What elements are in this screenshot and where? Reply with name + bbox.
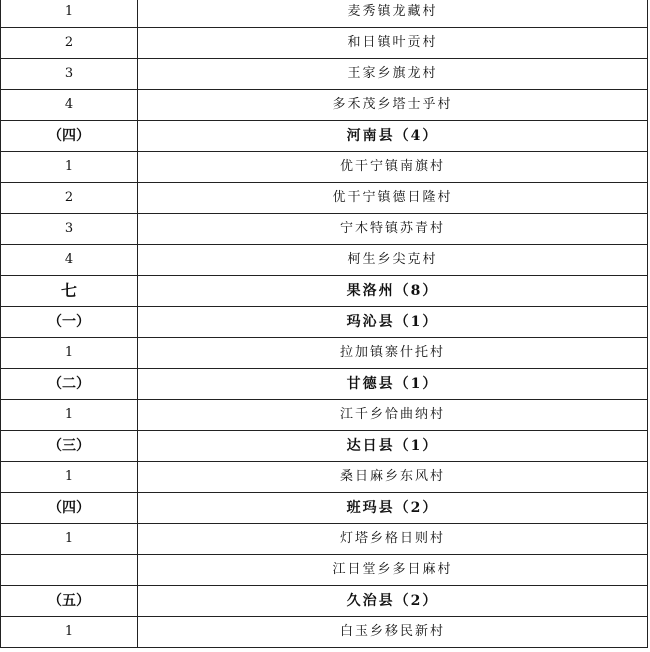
county-name-cell: 久治县（2） [138,586,648,617]
prefecture-name-cell: 果洛州（8） [138,276,648,307]
table-row [1,90,648,121]
village-name-cell: 和日镇叶贡村 [138,28,648,59]
table-row [1,462,648,493]
table-row [1,59,648,90]
village-name-cell: 柯生乡尖克村 [138,245,648,276]
village-name-cell: 江千乡恰曲纳村 [138,400,648,431]
row-index-cell: 3 [1,59,138,90]
village-name-cell: 多禾茂乡塔士乎村 [138,90,648,121]
row-index-cell: 4 [1,90,138,121]
village-name-cell: 江日堂乡多日麻村 [138,555,648,586]
row-index-cell: 2 [1,28,138,59]
village-name-cell: 麦秀镇龙藏村 [138,0,648,28]
village-name-cell: 优干宁镇南旗村 [138,152,648,183]
county-index-cell: （四） [1,493,138,524]
row-index-cell: 1 [1,617,138,648]
village-name-cell: 灯塔乡格日则村 [138,524,648,555]
county-index-cell: （二） [1,369,138,400]
table-row [1,400,648,431]
village-name-cell: 白玉乡移民新村 [138,617,648,648]
row-index-cell: 1 [1,462,138,493]
row-index-cell: 1 [1,524,138,555]
county-name-cell: 甘德县（1） [138,369,648,400]
row-index-cell: 1 [1,338,138,369]
table-row [1,555,648,586]
county-header-row [1,431,648,462]
county-index-cell: （一） [1,307,138,338]
table-row [1,338,648,369]
table-row [1,214,648,245]
county-name-cell: 玛沁县（1） [138,307,648,338]
county-header-row [1,121,648,152]
row-index-cell: 1 [1,400,138,431]
row-index-cell: 1 [1,152,138,183]
county-index-cell: （三） [1,431,138,462]
county-name-cell: 河南县（4） [138,121,648,152]
county-name-cell: 班玛县（2） [138,493,648,524]
village-list-body [1,0,648,648]
county-name-cell: 达日县（1） [138,431,648,462]
row-index-cell: 4 [1,245,138,276]
county-index-cell: （四） [1,121,138,152]
row-index-cell: 1 [1,0,138,28]
county-header-row [1,586,648,617]
prefecture-index-cell: 七 [1,276,138,307]
county-header-row [1,369,648,400]
village-name-cell: 优干宁镇德日隆村 [138,183,648,214]
row-index-cell [1,555,138,586]
table-row [1,245,648,276]
row-index-cell: 2 [1,183,138,214]
table-row [1,28,648,59]
table-row [1,617,648,648]
table-row [1,524,648,555]
prefecture-header-row [1,276,648,307]
village-name-cell: 拉加镇寨什托村 [138,338,648,369]
table-row [1,0,648,28]
village-name-cell: 桑日麻乡东风村 [138,462,648,493]
table-row [1,183,648,214]
county-header-row [1,493,648,524]
table-row [1,152,648,183]
county-index-cell: （五） [1,586,138,617]
county-header-row [1,307,648,338]
village-name-cell: 宁木特镇苏青村 [138,214,648,245]
row-index-cell: 3 [1,214,138,245]
village-name-cell: 王家乡旗龙村 [138,59,648,90]
